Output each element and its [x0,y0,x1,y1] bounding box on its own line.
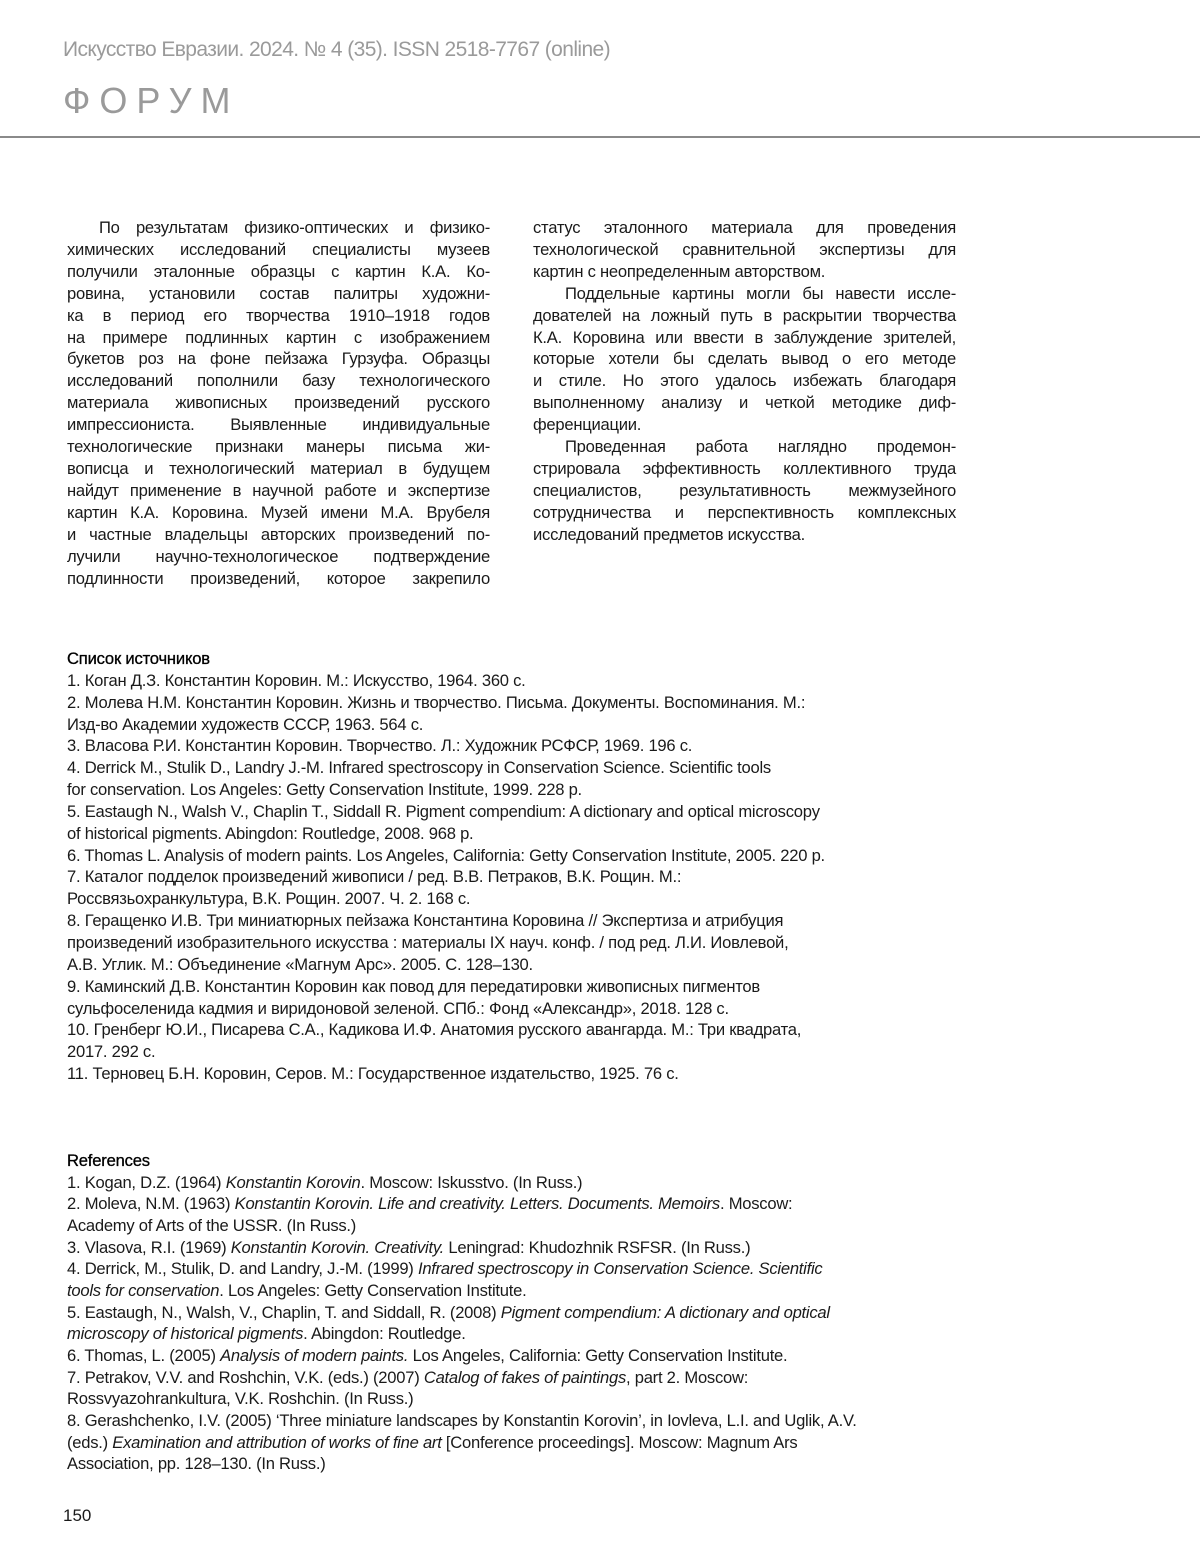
reference-text: Los Angeles, California: Getty Conservation Institute. [408,1345,788,1365]
reference-text: Academy of Arts of the USSR. (In Russ.) [67,1215,357,1235]
body-column-left [67,217,490,589]
source-line: 11. Терновец Б.Н. Коровин, Серов. М.: Государственное издательство, 1925. 76 с. [67,1064,679,1084]
text-line: По результатам физико-оптических и физико- [99,218,490,237]
journal-header: Искусство Евразии. 2024. № 4 (35). ISSN 2518-7767 (online) [63,38,610,61]
body-column-right [533,217,956,546]
reference-item [67,1302,967,1345]
reference-text: . Abingdon: Routledge. [303,1324,466,1344]
reference-line [67,1453,967,1475]
text-line: вописца и технологический материал в будущем [67,458,490,478]
source-line: сульфоселенида кадмия и виридоновой зеленой. СПб.: Фонд «Александр», 2018. 128 с. [67,998,729,1018]
reference-text: 6. Thomas, L. (2005) [67,1345,221,1365]
source-item [67,757,967,801]
source-line: 8. Геращенко И.В. Три миниатюрных пейзажа Константина Коровина // Экспертиза и атрибуция [67,911,784,931]
text-line: технологические признаки манеры письма жи- [67,437,490,457]
reference-title: Konstantin Korovin. Creativity. [230,1237,445,1257]
paragraph [67,217,490,589]
header-divider [0,136,1200,138]
reference-text: Rossvyazohrankultura, V.K. Roshchin. (In Russ.) [67,1389,414,1409]
reference-text: . Moscow: Iskusstvo. (In Russ.) [360,1172,583,1192]
source-item [67,866,967,910]
reference-text: 5. Eastaugh, N., Walsh, V., Chaplin, T. and Siddall, R. (2008) [67,1302,501,1322]
text-line: ференциации. [533,415,642,435]
text-line: сотрудничества и перспективность комплексных [533,502,956,522]
reference-text: 4. Derrick, M., Stulik, D. and Landry, J.-M. (1999) [67,1259,418,1279]
text-line: исследований предметов искусства. [533,524,805,544]
reference-line [67,1432,967,1454]
section-title: ФОРУМ [63,80,240,121]
source-item [67,692,967,736]
reference-title: Konstantin Korovin. Life and creativity. Letters. Documents. Memoirs [234,1194,720,1214]
source-line: of historical pigments. Abingdon: Routledge, 2008. 968 p. [67,823,474,843]
text-line: ровина, установили состав палитры художни- [67,283,490,303]
page-number: 150 [63,1506,92,1525]
source-line: 10. Гренберг Ю.И., Писарева С.А., Кадикова И.Ф. Анатомия русского авангарда. М.: Три квадрата, [67,1020,802,1040]
reference-item [67,1367,967,1410]
reference-text: . Los Angeles: Getty Conservation Institute. [219,1280,527,1300]
text-line: и стиле. Но этого удалось избежать благодаря [533,371,956,391]
reference-title: tools for conservation [67,1280,220,1300]
reference-line [67,1345,967,1367]
reference-title: Infrared spectroscopy in Conservation Science. Scientific [417,1259,823,1279]
source-line: произведений изобразительного искусства : материалы IX науч. конф. / под ред. Л.И. Иовлевой, [67,932,789,952]
reference-title: Konstantin Korovin [225,1172,361,1192]
reference-title: Catalog of fakes of paintings [423,1367,626,1387]
text-line: исследований пополнили базу технологического [67,371,490,391]
source-line: 1. Коган Д.З. Константин Коровин. М.: Искусство, 1964. 360 с. [67,670,526,690]
text-line: К.А. Коровина или ввести в заблуждение зрителей, [533,327,956,347]
source-line: 4. Derrick M., Stulik D., Landry J.-M. Infrared spectroscopy in Conservation Science. Scientific tools [67,758,771,778]
source-item [67,801,967,845]
source-line: Россвязьохранкультура, В.К. Рощин. 2007. Ч. 2. 168 с. [67,889,471,909]
reference-item [67,1410,967,1475]
text-line: ка в период его творчества 1910–1918 годов [67,305,490,325]
source-item [67,735,967,757]
source-line: for conservation. Los Angeles: Getty Conservation Institute, 1999. 228 p. [67,780,582,800]
text-line: найдут применение в научной работе и экспертизе [67,480,490,500]
source-item [67,1063,967,1085]
source-line: Изд-во Академии художеств СССР, 1963. 564 с. [67,714,424,734]
text-line: технологической сравнительной экспертизы для [533,239,956,259]
text-line: дователей на ложный путь в раскрытии творчества [533,305,956,325]
reference-text: [Conference proceedings]. Moscow: Magnum Ars [441,1432,798,1452]
reference-item [67,1345,967,1367]
text-line: статус эталонного материала для проведения [533,218,956,237]
source-line: 2. Молева Н.М. Константин Коровин. Жизнь и творчество. Письма. Документы. Воспоминания. М.: [67,692,806,712]
reference-text: 3. Vlasova, R.I. (1969) [67,1237,231,1257]
text-line: на примере подлинных картин с изображением [67,327,490,347]
reference-line [67,1388,967,1410]
text-line: выполненному анализу и четкой методике диф- [533,393,956,413]
paragraph [533,283,956,436]
reference-line [67,1172,967,1194]
reference-item [67,1237,967,1259]
text-line: специалистов, результативность межмузейного [533,480,956,500]
source-line: 5. Eastaugh N., Walsh V., Chaplin T., Siddall R. Pigment compendium: A dictionary and optical microscopy [67,801,820,821]
reference-text: Association, pp. 128–130. (In Russ.) [67,1454,326,1474]
text-line: подлинности произведений, которое закрепило [67,568,490,588]
text-line: картин К.А. Коровина. Музей имени М.А. Врубеля [67,502,490,522]
text-line: и частные владельцы авторских произведений по- [67,524,490,544]
reference-text: 8. Gerashchenko, I.V. (2005) ‘Three miniature landscapes by Konstantin Korovin’, in Iovleva, L.I. and Uglik, A.V. [67,1410,857,1430]
source-item [67,670,967,692]
text-line: лучили научно-технологическое подтверждение [67,546,490,566]
text-line: букетов роз на фоне пейзажа Гурзуфа. Образцы [67,349,490,369]
text-line: химических исследований специалисты музеев [67,239,490,259]
text-line: Проведенная работа наглядно продемон- [565,437,956,457]
references-heading: References [67,1151,150,1170]
source-line: 6. Thomas L. Analysis of modern paints. Los Angeles, California: Getty Conservation Institute, 2005. 220 p. [67,845,825,865]
source-item [67,845,967,867]
source-item [67,1019,967,1063]
reference-text: 1. Kogan, D.Z. (1964) [67,1172,226,1192]
reference-text: 7. Petrakov, V.V. and Roshchin, V.K. (eds.) (2007) [67,1367,424,1387]
text-line: Поддельные картины могли бы навести иссле- [565,283,956,303]
text-line: получили эталонные образцы с картин К.А. Ко- [67,261,490,281]
reference-line [67,1193,967,1215]
reference-title: Analysis of modern paints. [220,1345,409,1365]
reference-text: (eds.) [67,1432,113,1452]
source-item [67,910,967,976]
paragraph [533,217,956,283]
source-line: 3. Власова Р.И. Константин Коровин. Творчество. Л.: Художник РСФСР, 1969. 196 с. [67,736,693,756]
source-line: 7. Каталог подделок произведений живописи / ред. В.В. Петраков, В.К. Рощин. М.: [67,867,682,887]
text-line: стрировала эффективность коллективного труда [533,458,956,478]
reference-text: 2. Moleva, N.M. (1963) [67,1194,235,1214]
source-item [67,976,967,1020]
reference-title: Pigment compendium: A dictionary and optical [500,1302,830,1322]
reference-line [67,1410,967,1432]
reference-title: Examination and attribution of works of fine art [112,1432,442,1452]
reference-title: microscopy of historical pigments [67,1324,304,1344]
sources-list [67,648,967,1085]
reference-line [67,1280,967,1302]
text-line: которые хотели бы сделать вывод о его методе [533,349,956,369]
reference-item [67,1172,967,1194]
text-line: импрессиониста. Выявленные индивидуальные [67,415,490,435]
reference-line [67,1302,967,1324]
reference-text: . Moscow: [719,1194,793,1214]
text-line: картин с неопределенным авторством. [533,261,826,281]
reference-line [67,1258,967,1280]
source-line: А.В. Углик. М.: Объединение «Магнум Арс». 2005. С. 128–130. [67,954,533,974]
reference-text: Leningrad: Khudozhnik RSFSR. (In Russ.) [444,1237,751,1257]
reference-line [67,1323,967,1345]
reference-text: , part 2. Moscow: [626,1367,749,1387]
source-line: 9. Каминский Д.В. Константин Коровин как повод для передатировки живописных пигментов [67,976,760,996]
text-line: материала живописных произведений русского [67,393,490,413]
sources-heading: Список источников [67,649,210,668]
reference-item [67,1258,967,1301]
reference-line [67,1237,967,1259]
reference-line [67,1367,967,1389]
reference-item [67,1193,967,1236]
references-list [67,1150,967,1475]
paragraph [533,436,956,546]
source-line: 2017. 292 с. [67,1042,156,1062]
reference-line [67,1215,967,1237]
